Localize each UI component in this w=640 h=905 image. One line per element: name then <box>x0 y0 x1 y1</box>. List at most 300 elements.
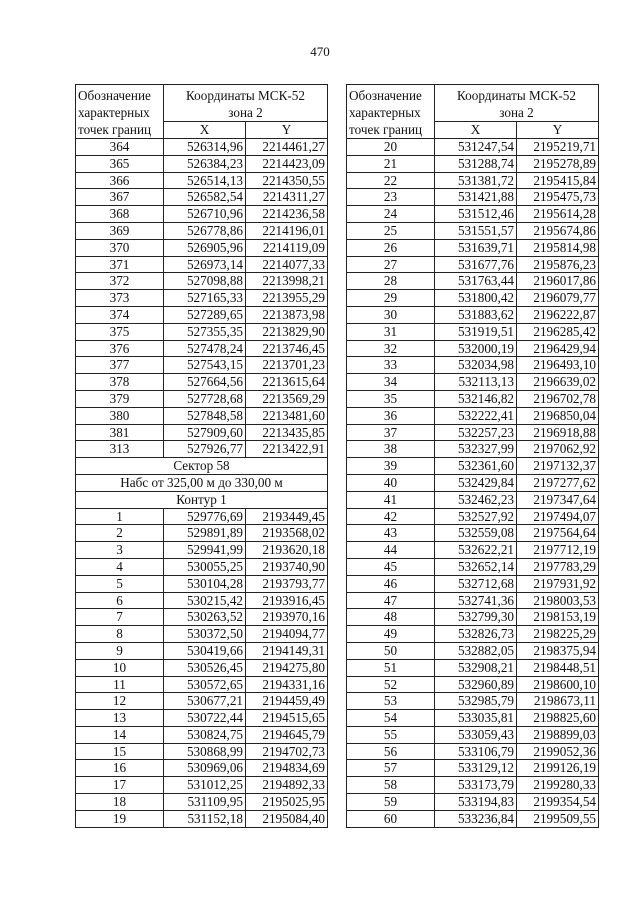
coord-x: 532826,73 <box>435 626 517 643</box>
point-number: 372 <box>76 273 164 290</box>
coord-y: 2197347,64 <box>517 491 599 508</box>
coord-y: 2198600,10 <box>517 676 599 693</box>
coord-y: 2193793,77 <box>246 575 328 592</box>
coord-y: 2195814,98 <box>517 239 599 256</box>
coord-y: 2214119,09 <box>246 239 328 256</box>
coord-y: 2196639,02 <box>517 374 599 391</box>
table-row <box>76 306 328 323</box>
point-number: 11 <box>76 676 164 693</box>
coord-y: 2193568,02 <box>246 525 328 542</box>
point-number: 4 <box>76 558 164 575</box>
table-row <box>347 760 599 777</box>
coord-y: 2213746,45 <box>246 340 328 357</box>
coord-y: 2195674,86 <box>517 222 599 239</box>
coord-x: 529891,89 <box>164 525 246 542</box>
coord-y: 2196702,78 <box>517 390 599 407</box>
point-number: 51 <box>347 659 435 676</box>
point-number: 7 <box>76 609 164 626</box>
table-row <box>76 508 328 525</box>
point-number: 45 <box>347 558 435 575</box>
coord-y: 2194094,77 <box>246 626 328 643</box>
table-row <box>76 642 328 659</box>
coord-y: 2196017,86 <box>517 273 599 290</box>
coord-y: 2199052,36 <box>517 743 599 760</box>
coord-x: 533129,12 <box>435 760 517 777</box>
table-row <box>76 155 328 172</box>
table-row <box>347 374 599 391</box>
point-number: 17 <box>76 777 164 794</box>
coord-x: 530526,45 <box>164 659 246 676</box>
coord-y: 2197062,92 <box>517 441 599 458</box>
point-number: 20 <box>347 139 435 156</box>
coord-y: 2195415,84 <box>517 172 599 189</box>
coord-x: 526973,14 <box>164 256 246 273</box>
point-number: 50 <box>347 642 435 659</box>
coord-x: 527909,60 <box>164 424 246 441</box>
table-row <box>76 710 328 727</box>
coord-x: 532799,30 <box>435 609 517 626</box>
page-number: 470 <box>310 44 330 59</box>
table-row <box>76 743 328 760</box>
header-zone-line: зона 2 <box>228 105 263 120</box>
coord-y: 2197494,07 <box>517 508 599 525</box>
point-number: 43 <box>347 525 435 542</box>
table-row <box>76 810 328 827</box>
coord-x: 531247,54 <box>435 139 517 156</box>
table-row <box>347 155 599 172</box>
coord-x: 533236,84 <box>435 810 517 827</box>
coord-x: 530677,21 <box>164 693 246 710</box>
point-number: 367 <box>76 189 164 206</box>
point-number: 9 <box>76 642 164 659</box>
table-row <box>76 558 328 575</box>
table-row <box>347 222 599 239</box>
table-row <box>76 424 328 441</box>
header-label-line: характерных <box>78 105 150 120</box>
coord-x: 532559,08 <box>435 525 517 542</box>
coord-x: 527728,68 <box>164 390 246 407</box>
column-header-x: X <box>435 122 517 139</box>
coord-x: 527355,35 <box>164 323 246 340</box>
table-row <box>76 172 328 189</box>
table-row <box>76 407 328 424</box>
coord-x: 527098,88 <box>164 273 246 290</box>
table-row <box>76 458 328 475</box>
coord-x: 533035,81 <box>435 710 517 727</box>
coord-y: 2213955,29 <box>246 290 328 307</box>
coord-x: 532712,68 <box>435 575 517 592</box>
point-number: 44 <box>347 542 435 559</box>
coord-y: 2214196,01 <box>246 222 328 239</box>
coord-x: 533194,83 <box>435 794 517 811</box>
point-number: 381 <box>76 424 164 441</box>
table-row <box>76 609 328 626</box>
coord-y: 2214461,27 <box>246 139 328 156</box>
sector-title: Сектор 58 <box>76 458 328 475</box>
point-number: 373 <box>76 290 164 307</box>
coord-y: 2198375,94 <box>517 642 599 659</box>
coord-y: 2213615,64 <box>246 374 328 391</box>
table-row <box>76 542 328 559</box>
coord-y: 2198225,29 <box>517 626 599 643</box>
point-number: 33 <box>347 357 435 374</box>
coord-y: 2213481,60 <box>246 407 328 424</box>
table-row <box>347 424 599 441</box>
point-number: 58 <box>347 777 435 794</box>
point-number: 365 <box>76 155 164 172</box>
table-row <box>76 340 328 357</box>
table-row <box>76 189 328 206</box>
column-header-label <box>76 85 164 139</box>
point-number: 18 <box>76 794 164 811</box>
point-number: 313 <box>76 441 164 458</box>
table-row <box>347 407 599 424</box>
coord-y: 2195084,40 <box>246 810 328 827</box>
coord-y: 2194515,65 <box>246 710 328 727</box>
coord-x: 532361,60 <box>435 458 517 475</box>
coord-x: 527165,33 <box>164 290 246 307</box>
coord-x: 530572,65 <box>164 676 246 693</box>
point-number: 376 <box>76 340 164 357</box>
point-number: 15 <box>76 743 164 760</box>
coord-y: 2196918,88 <box>517 424 599 441</box>
coord-x: 529941,99 <box>164 542 246 559</box>
coord-x: 531639,71 <box>435 239 517 256</box>
coord-y: 2198153,19 <box>517 609 599 626</box>
table-row <box>76 592 328 609</box>
table-row <box>76 323 328 340</box>
table-row <box>76 760 328 777</box>
coord-y: 2213435,85 <box>246 424 328 441</box>
table-row <box>347 794 599 811</box>
table-row <box>347 273 599 290</box>
coord-x: 526384,23 <box>164 155 246 172</box>
coord-x: 532741,36 <box>435 592 517 609</box>
coord-y: 2199509,55 <box>517 810 599 827</box>
table-row <box>76 693 328 710</box>
coord-y: 2214311,27 <box>246 189 328 206</box>
coord-x: 527289,65 <box>164 306 246 323</box>
column-header-x: X <box>164 122 246 139</box>
coord-x: 531677,76 <box>435 256 517 273</box>
point-number: 14 <box>76 726 164 743</box>
column-header-zone <box>164 85 328 122</box>
coord-y: 2214423,09 <box>246 155 328 172</box>
point-number: 46 <box>347 575 435 592</box>
point-number: 12 <box>76 693 164 710</box>
point-number: 59 <box>347 794 435 811</box>
coord-x: 526514,13 <box>164 172 246 189</box>
coord-y: 2196429,94 <box>517 340 599 357</box>
coord-x: 530372,50 <box>164 626 246 643</box>
table-row <box>76 676 328 693</box>
point-number: 47 <box>347 592 435 609</box>
point-number: 370 <box>76 239 164 256</box>
table-row <box>76 374 328 391</box>
sector-height-range: Набс от 325,00 м до 330,00 м <box>76 474 328 491</box>
coord-y: 2198003,53 <box>517 592 599 609</box>
coord-x: 531421,88 <box>435 189 517 206</box>
header-zone-line: зона 2 <box>499 105 534 120</box>
point-number: 375 <box>76 323 164 340</box>
coord-y: 2193449,45 <box>246 508 328 525</box>
table-row <box>76 474 328 491</box>
point-number: 23 <box>347 189 435 206</box>
header-label-line: Обозначение <box>78 88 151 103</box>
coord-x: 532985,79 <box>435 693 517 710</box>
coord-y: 2194459,49 <box>246 693 328 710</box>
coord-x: 530722,44 <box>164 710 246 727</box>
coord-x: 532882,05 <box>435 642 517 659</box>
point-number: 25 <box>347 222 435 239</box>
coord-y: 2198825,60 <box>517 710 599 727</box>
table-row <box>76 273 328 290</box>
table-row <box>347 306 599 323</box>
table-row <box>76 726 328 743</box>
coord-y: 2194702,73 <box>246 743 328 760</box>
table-row <box>347 206 599 223</box>
coord-y: 2196493,10 <box>517 357 599 374</box>
point-number: 52 <box>347 676 435 693</box>
coord-x: 533059,43 <box>435 726 517 743</box>
coord-y: 2196285,42 <box>517 323 599 340</box>
point-number: 34 <box>347 374 435 391</box>
coord-x: 530969,06 <box>164 760 246 777</box>
table-row <box>76 659 328 676</box>
coord-x: 527664,56 <box>164 374 246 391</box>
table-row <box>347 239 599 256</box>
coord-y: 2194645,79 <box>246 726 328 743</box>
coord-x: 532327,99 <box>435 441 517 458</box>
coord-y: 2197277,62 <box>517 474 599 491</box>
table-row <box>347 777 599 794</box>
point-number: 13 <box>76 710 164 727</box>
coord-x: 530419,66 <box>164 642 246 659</box>
coord-x: 531551,57 <box>435 222 517 239</box>
coord-y: 2213701,23 <box>246 357 328 374</box>
table-row <box>347 474 599 491</box>
coord-x: 529776,69 <box>164 508 246 525</box>
coord-x: 532257,23 <box>435 424 517 441</box>
table-row <box>347 357 599 374</box>
point-number: 6 <box>76 592 164 609</box>
table-row <box>347 676 599 693</box>
table-row <box>347 525 599 542</box>
coordinates-table-left <box>75 84 328 828</box>
coord-y: 2193620,18 <box>246 542 328 559</box>
table-row <box>347 558 599 575</box>
point-number: 30 <box>347 306 435 323</box>
point-number: 55 <box>347 726 435 743</box>
point-number: 377 <box>76 357 164 374</box>
coord-x: 526905,96 <box>164 239 246 256</box>
point-number: 2 <box>76 525 164 542</box>
table-row <box>76 139 328 156</box>
point-number: 22 <box>347 172 435 189</box>
coord-x: 532429,84 <box>435 474 517 491</box>
table-row <box>347 441 599 458</box>
coord-x: 530104,28 <box>164 575 246 592</box>
table-row <box>347 642 599 659</box>
table-row <box>76 777 328 794</box>
table-row <box>347 810 599 827</box>
header-label-line: характерных <box>349 105 421 120</box>
coord-y: 2197712,19 <box>517 542 599 559</box>
table-row <box>347 542 599 559</box>
coord-y: 2196850,04 <box>517 407 599 424</box>
coord-y: 2195278,89 <box>517 155 599 172</box>
column-header-zone <box>435 85 599 122</box>
table-row <box>76 357 328 374</box>
coord-x: 532908,21 <box>435 659 517 676</box>
coord-x: 532960,89 <box>435 676 517 693</box>
point-number: 24 <box>347 206 435 223</box>
column-header-y: Y <box>517 122 599 139</box>
point-number: 49 <box>347 626 435 643</box>
table-row <box>76 206 328 223</box>
coord-x: 531012,25 <box>164 777 246 794</box>
point-number: 57 <box>347 760 435 777</box>
header-zone-line: Координаты МСК-52 <box>457 88 576 103</box>
coord-x: 531919,51 <box>435 323 517 340</box>
point-number: 380 <box>76 407 164 424</box>
point-number: 368 <box>76 206 164 223</box>
coord-y: 2197931,92 <box>517 575 599 592</box>
column-header-y: Y <box>246 122 328 139</box>
header-label-line: точек границ <box>78 122 152 137</box>
coord-x: 530824,75 <box>164 726 246 743</box>
table-row <box>76 290 328 307</box>
point-number: 371 <box>76 256 164 273</box>
point-number: 374 <box>76 306 164 323</box>
coord-y: 2195876,23 <box>517 256 599 273</box>
point-number: 41 <box>347 491 435 508</box>
table-row <box>76 441 328 458</box>
coord-y: 2213829,90 <box>246 323 328 340</box>
table-row <box>347 726 599 743</box>
coord-x: 527848,58 <box>164 407 246 424</box>
coord-y: 2198448,51 <box>517 659 599 676</box>
table-row <box>76 239 328 256</box>
coord-y: 2213998,21 <box>246 273 328 290</box>
coord-y: 2195614,28 <box>517 206 599 223</box>
coord-x: 527926,77 <box>164 441 246 458</box>
table-row <box>347 609 599 626</box>
table-row <box>347 592 599 609</box>
table-row <box>76 575 328 592</box>
coord-y: 2194331,16 <box>246 676 328 693</box>
point-number: 5 <box>76 575 164 592</box>
point-number: 369 <box>76 222 164 239</box>
table-row <box>347 693 599 710</box>
coord-x: 531152,18 <box>164 810 246 827</box>
table-row <box>76 626 328 643</box>
table-row <box>347 491 599 508</box>
point-number: 1 <box>76 508 164 525</box>
table-row <box>347 189 599 206</box>
point-number: 29 <box>347 290 435 307</box>
point-number: 19 <box>76 810 164 827</box>
coord-y: 2197564,64 <box>517 525 599 542</box>
table-row <box>76 256 328 273</box>
coord-y: 2198899,03 <box>517 726 599 743</box>
point-number: 366 <box>76 172 164 189</box>
coord-x: 533106,79 <box>435 743 517 760</box>
coord-y: 2214350,55 <box>246 172 328 189</box>
coord-y: 2214077,33 <box>246 256 328 273</box>
coord-x: 531109,95 <box>164 794 246 811</box>
coord-x: 531800,42 <box>435 290 517 307</box>
coord-x: 527478,24 <box>164 340 246 357</box>
table-row <box>347 290 599 307</box>
table-row <box>347 458 599 475</box>
coord-y: 2199354,54 <box>517 794 599 811</box>
point-number: 28 <box>347 273 435 290</box>
coord-y: 2213569,29 <box>246 390 328 407</box>
coord-y: 2194834,69 <box>246 760 328 777</box>
point-number: 60 <box>347 810 435 827</box>
point-number: 40 <box>347 474 435 491</box>
coord-y: 2195219,71 <box>517 139 599 156</box>
point-number: 378 <box>76 374 164 391</box>
point-number: 364 <box>76 139 164 156</box>
coord-x: 532222,41 <box>435 407 517 424</box>
point-number: 3 <box>76 542 164 559</box>
coord-y: 2213873,98 <box>246 306 328 323</box>
coord-x: 532146,82 <box>435 390 517 407</box>
point-number: 48 <box>347 609 435 626</box>
coord-x: 531381,72 <box>435 172 517 189</box>
coord-x: 526778,86 <box>164 222 246 239</box>
point-number: 31 <box>347 323 435 340</box>
coord-x: 530215,42 <box>164 592 246 609</box>
header-label-line: Обозначение <box>349 88 422 103</box>
coord-x: 532652,14 <box>435 558 517 575</box>
coord-x: 532462,23 <box>435 491 517 508</box>
table-row <box>347 743 599 760</box>
coord-x: 531512,46 <box>435 206 517 223</box>
point-number: 16 <box>76 760 164 777</box>
coord-x: 532034,98 <box>435 357 517 374</box>
column-header-label <box>347 85 435 139</box>
coord-x: 531288,74 <box>435 155 517 172</box>
table-row <box>347 172 599 189</box>
coord-y: 2194275,80 <box>246 659 328 676</box>
point-number: 8 <box>76 626 164 643</box>
point-number: 36 <box>347 407 435 424</box>
point-number: 26 <box>347 239 435 256</box>
coord-y: 2195025,95 <box>246 794 328 811</box>
coord-x: 530055,25 <box>164 558 246 575</box>
point-number: 54 <box>347 710 435 727</box>
coord-y: 2193740,90 <box>246 558 328 575</box>
table-row <box>347 340 599 357</box>
coord-y: 2193970,16 <box>246 609 328 626</box>
point-number: 38 <box>347 441 435 458</box>
coord-y: 2196222,87 <box>517 306 599 323</box>
coord-y: 2195475,73 <box>517 189 599 206</box>
point-number: 37 <box>347 424 435 441</box>
header-label-line: точек границ <box>349 122 423 137</box>
coord-y: 2193916,45 <box>246 592 328 609</box>
coord-y: 2214236,58 <box>246 206 328 223</box>
point-number: 39 <box>347 458 435 475</box>
table-row <box>347 256 599 273</box>
point-number: 53 <box>347 693 435 710</box>
coord-x: 526314,96 <box>164 139 246 156</box>
table-row <box>347 508 599 525</box>
table-row <box>347 575 599 592</box>
